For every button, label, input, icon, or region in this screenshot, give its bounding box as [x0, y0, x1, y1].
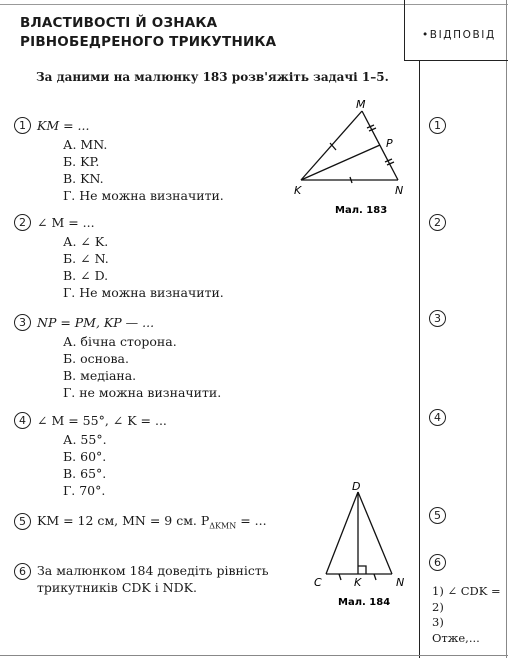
tick-ck [339, 574, 341, 580]
label-d: D [352, 480, 361, 493]
task-number: 3 [14, 314, 31, 331]
answer-number-2: 2 [429, 214, 446, 231]
answer-number-3: 3 [429, 310, 446, 327]
task-6 [14, 562, 287, 596]
side-cd [326, 492, 358, 574]
label-n: N [395, 184, 404, 197]
answer-number-4: 4 [429, 409, 446, 426]
task-options [63, 431, 167, 499]
header-top-rule [0, 4, 508, 5]
task-options [63, 136, 224, 204]
answer-line-3: 3) [432, 615, 444, 629]
task-6-answer-scaffold [432, 584, 501, 646]
task-question [37, 513, 267, 531]
task-5 [14, 513, 267, 531]
task-question: ∠ M = ... [37, 215, 95, 230]
option-b[interactable]: Б. ∠ N. [63, 251, 109, 266]
answer-number-1: 1 [429, 117, 446, 134]
task-question: KM = ... [37, 118, 90, 133]
figure-184 [312, 478, 416, 612]
option-a[interactable]: А. 55°. [63, 432, 107, 447]
task-question-end: = ... [236, 513, 267, 528]
option-b[interactable]: Б. основа. [63, 351, 129, 366]
task-question: NP = PM, KP — ... [37, 315, 155, 330]
task-number: 2 [14, 214, 31, 231]
tick-kn [374, 574, 376, 580]
option-b[interactable]: Б. 60°. [63, 449, 107, 464]
label-k: K [294, 184, 302, 197]
answers-header-rule [404, 60, 508, 61]
figure-183 [290, 98, 420, 218]
label-n: N [396, 576, 405, 589]
label-c: C [314, 576, 322, 589]
option-c[interactable]: В. KN. [63, 171, 104, 186]
page-title [20, 14, 276, 52]
figure-184-caption: Мал. 184 [338, 597, 391, 608]
side-dn [358, 492, 392, 574]
task-3 [14, 314, 221, 401]
option-a[interactable]: А. бічна сторона. [63, 334, 177, 349]
task-options [63, 333, 221, 401]
option-c[interactable]: В. ∠ D. [63, 268, 109, 283]
answer-number-5: 5 [429, 507, 446, 524]
task-4 [14, 412, 167, 499]
task-question: ∠ M = 55°, ∠ K = ... [37, 413, 167, 428]
header-divider [404, 0, 405, 60]
task-number: 6 [14, 563, 31, 580]
option-d[interactable]: Г. не можна визначити. [63, 385, 222, 400]
option-c[interactable]: В. медіана. [63, 368, 137, 383]
task-1 [14, 117, 224, 204]
answer-line-2: 2) [432, 599, 444, 614]
option-b[interactable]: Б. KP. [63, 154, 100, 169]
figure-183-caption: Мал. 183 [335, 205, 388, 216]
title-line-1: ВЛАСТИВОСТІ Й ОЗНАКА [20, 15, 218, 31]
answer-line-4: Отже,... [432, 630, 480, 645]
task-2 [14, 214, 224, 301]
option-a[interactable]: А. MN. [63, 137, 108, 152]
answer-line-1: 1) ∠ CDK = [432, 584, 501, 598]
option-c[interactable]: В. 65°. [63, 466, 107, 481]
option-d[interactable]: Г. 70°. [63, 483, 106, 498]
page-bottom-rule [0, 655, 508, 656]
answer-number-6: 6 [429, 554, 446, 571]
label-m: M [356, 98, 366, 111]
label-k: K [354, 576, 362, 589]
page-right-edge-rule [506, 0, 507, 658]
title-line-2: РІВНОБЕДРЕНОГО ТРИКУТНИКА [20, 34, 277, 50]
label-p: P [386, 137, 393, 150]
instruction-text: За даними на малюнку 183 розв'яжіть задачі 1–5. [36, 70, 389, 84]
answers-column-header: •ВІДПОВІД [422, 29, 496, 41]
segment-kp [301, 145, 380, 180]
task-number: 4 [14, 412, 31, 429]
task-number: 1 [14, 117, 31, 134]
task-options [63, 233, 224, 301]
task-question: За малюнком 184 доведіть рівність трикутників CDK і NDK. [37, 563, 269, 595]
figure-184-drawing [312, 478, 416, 612]
task-question-subscript: ΔKMN [209, 521, 237, 531]
task-number: 5 [14, 513, 31, 530]
right-angle-mark [358, 566, 366, 574]
option-a[interactable]: А. ∠ K. [63, 234, 109, 249]
task-question-main: KM = 12 см, MN = 9 см. P [37, 513, 210, 528]
option-d[interactable]: Г. Не можна визначити. [63, 285, 224, 300]
figure-183-drawing [290, 98, 420, 218]
option-d[interactable]: Г. Не можна визначити. [63, 188, 224, 203]
